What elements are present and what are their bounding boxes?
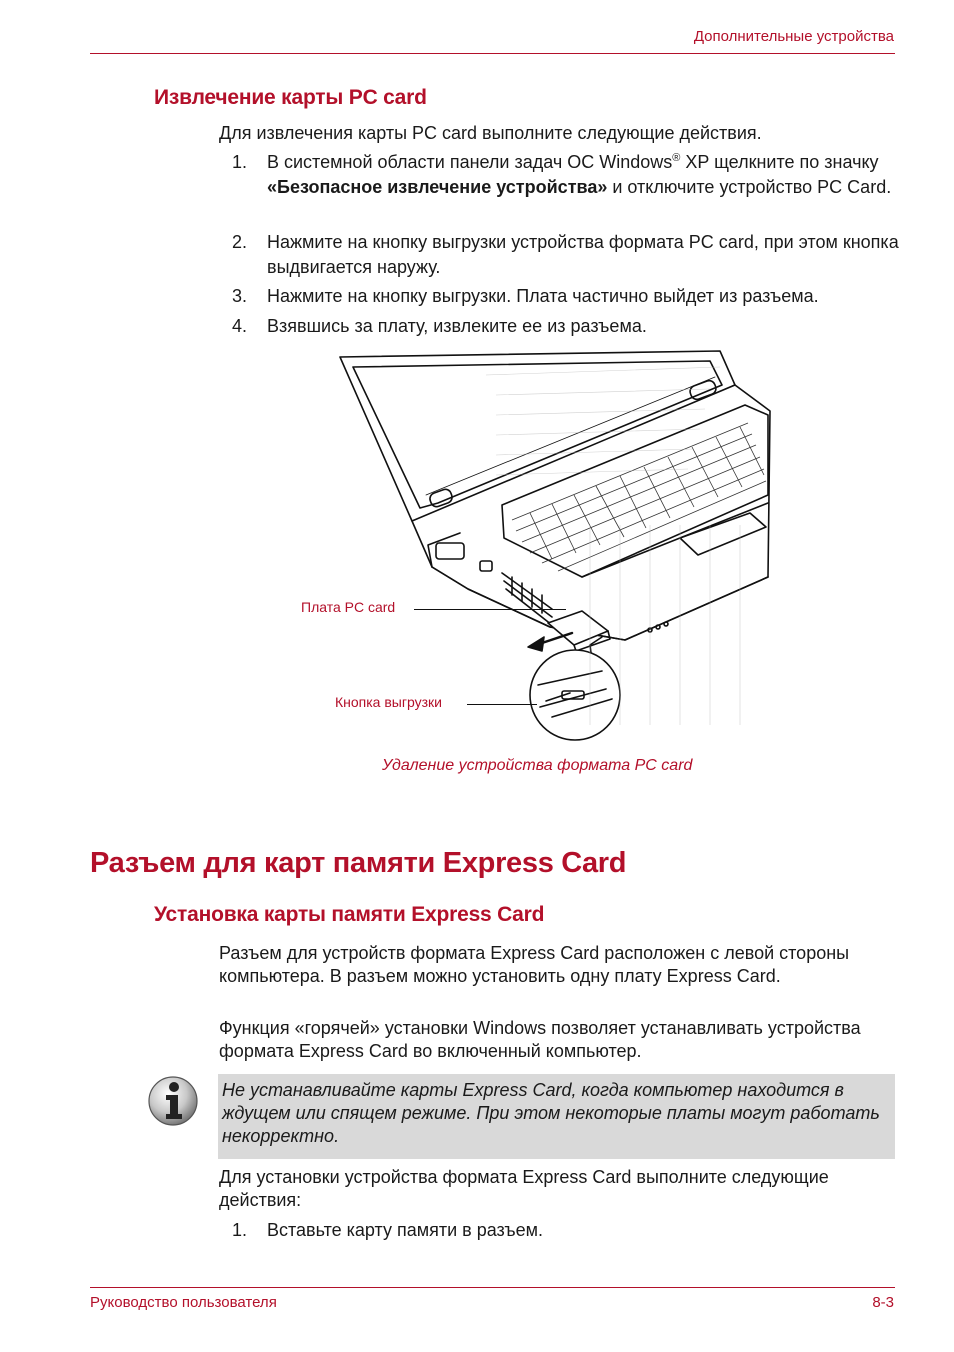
step-number: 1.	[232, 1220, 248, 1240]
step-text: Вставьте карту памяти в разъем.	[267, 1220, 544, 1240]
callout-label-pc-card: Плата PC card	[301, 599, 396, 615]
list-item	[219, 150, 899, 225]
list-item	[219, 314, 899, 339]
list-item	[219, 1218, 899, 1243]
callout-line-pc-card	[414, 609, 566, 610]
page-title: Разъем для карт памяти Express Card	[90, 847, 627, 879]
running-header: Дополнительные устройства	[693, 28, 894, 45]
page-number: 8-3	[872, 1294, 894, 1311]
section-heading: Извлечение карты PC card	[154, 86, 427, 109]
body-paragraph: Для установки устройства формата Express Card выполните следующие действия:	[219, 1167, 829, 1210]
info-icon	[147, 1074, 199, 1128]
step-number: 2.	[232, 232, 248, 252]
footer-rule	[90, 1287, 895, 1288]
step-number: 1.	[232, 152, 248, 172]
step-number: 4.	[232, 316, 248, 336]
section-heading: Установка карты памяти Express Card	[154, 903, 545, 926]
callout-label-eject-button: Кнопка выгрузки	[335, 694, 442, 710]
step-text: В системной области панели задач ОС Windows® XP щелкните по значку «Безопасное извлечение устройства» и отключите устройство PC Card.	[267, 152, 892, 197]
step-text: Нажмите на кнопку выгрузки. Плата частично выйдет из разъема.	[267, 286, 819, 306]
step-text: Взявшись за плату, извлеките ее из разъема.	[267, 316, 647, 336]
header-rule	[90, 53, 895, 54]
body-paragraph: Разъем для устройств формата Express Card расположен с левой стороны компьютера. В разъем можно установить одну плату Express Card.	[219, 943, 850, 986]
footer-title: Руководство пользователя	[90, 1294, 277, 1311]
body-paragraph: Функция «горячей» установки Windows позволяет устанавливать устройства формата Express Card во включенный компьютер.	[219, 1018, 861, 1061]
callout-line-eject-button	[467, 704, 537, 705]
step-text: Нажмите на кнопку выгрузки устройства формата PC card, при этом кнопка выдвигается наружу.	[267, 232, 899, 277]
list-item	[219, 284, 899, 309]
note-text: Не устанавливайте карты Express Card, когда компьютер находится в ждущем или спящем режиме. При этом некоторые платы могут работать некорректно.	[222, 1080, 880, 1146]
list-item	[219, 230, 899, 280]
step-number: 3.	[232, 286, 248, 306]
laptop-pc-card-illustration	[290, 345, 790, 750]
figure-caption: Удаление устройства формата PC card	[382, 757, 693, 774]
intro-paragraph: Для извлечения карты PC card выполните следующие действия.	[219, 123, 762, 143]
note-box	[218, 1074, 895, 1159]
